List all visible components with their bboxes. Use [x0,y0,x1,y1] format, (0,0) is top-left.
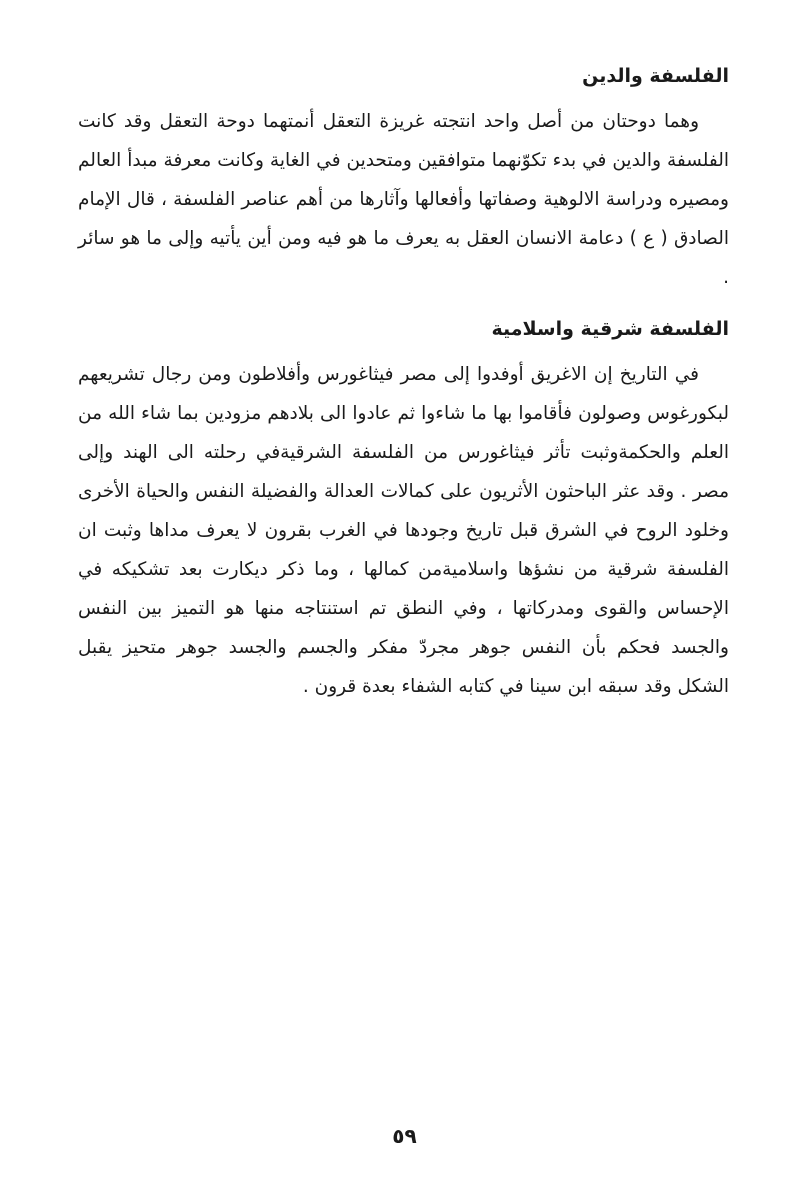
page-number: ٥٩ [392,1124,417,1148]
section-paragraph-philosophy-religion: وهما دوحتان من أصل واحد انتجته غريزة التعقل أنمتهما دوحة التعقل وقد كانت الفلسفة والدين في بدء تكوّنهما متوافقين ومتحدين في الغاية وكانت معرفة مبدأ العالم ومصيره ودراسة الالوهية وصفاتها وأفعالها وآثارها من أهم عناصر الفلسفة ، قال الإمام الصادق ( ع ) دعامة الانسان العقل به يعرف ما هو فيه ومن أين يأتيه وإلى ما هو سائر . [78,111,729,288]
section-heading-eastern-islamic: الفلسفة شرقية واسلامية [491,318,729,340]
section-paragraph-eastern-islamic: في التاريخ إن الاغريق أوفدوا إلى مصر فيثاغورس وأفلاطون ومن رجال تشريعهم لبكورغوس وصولون فأقاموا بها ما شاءوا ثم عادوا الى بلادهم مزودين بما شاء الله من العلم والحكمةوثبت تأثر فيثاغورس من الفلسفة الشرقيةفي رحلته الى الهند وإلى مصر . وقد عثر الباحثون الأثريون على كمالات العدالة والفضيلة النفس والحياة الأخرى وخلود الروح في الشرق قبل تاريخ وجودها في الغرب بقرون لا يعرف مداها وثبت ان الفلسفة شرقية من نشؤها واسلاميةمن كمالها ، وما ذكر ديكارت بعد تشكيكه في الإحساس والقوى ومدركاتها ، وفي النطق تم استنتاجه منها هو التميز بين النفس والجسد فحكم بأن النفس جوهر مجردّ مفكر والجسم والجسد جوهر متحيز يقبل الشكل وقد سبقه ابن سينا في كتابه الشفاء بعدة قرون . [78,364,729,697]
section-heading-philosophy-religion: الفلسفة والدين [582,65,729,87]
book-page [78,58,729,720]
